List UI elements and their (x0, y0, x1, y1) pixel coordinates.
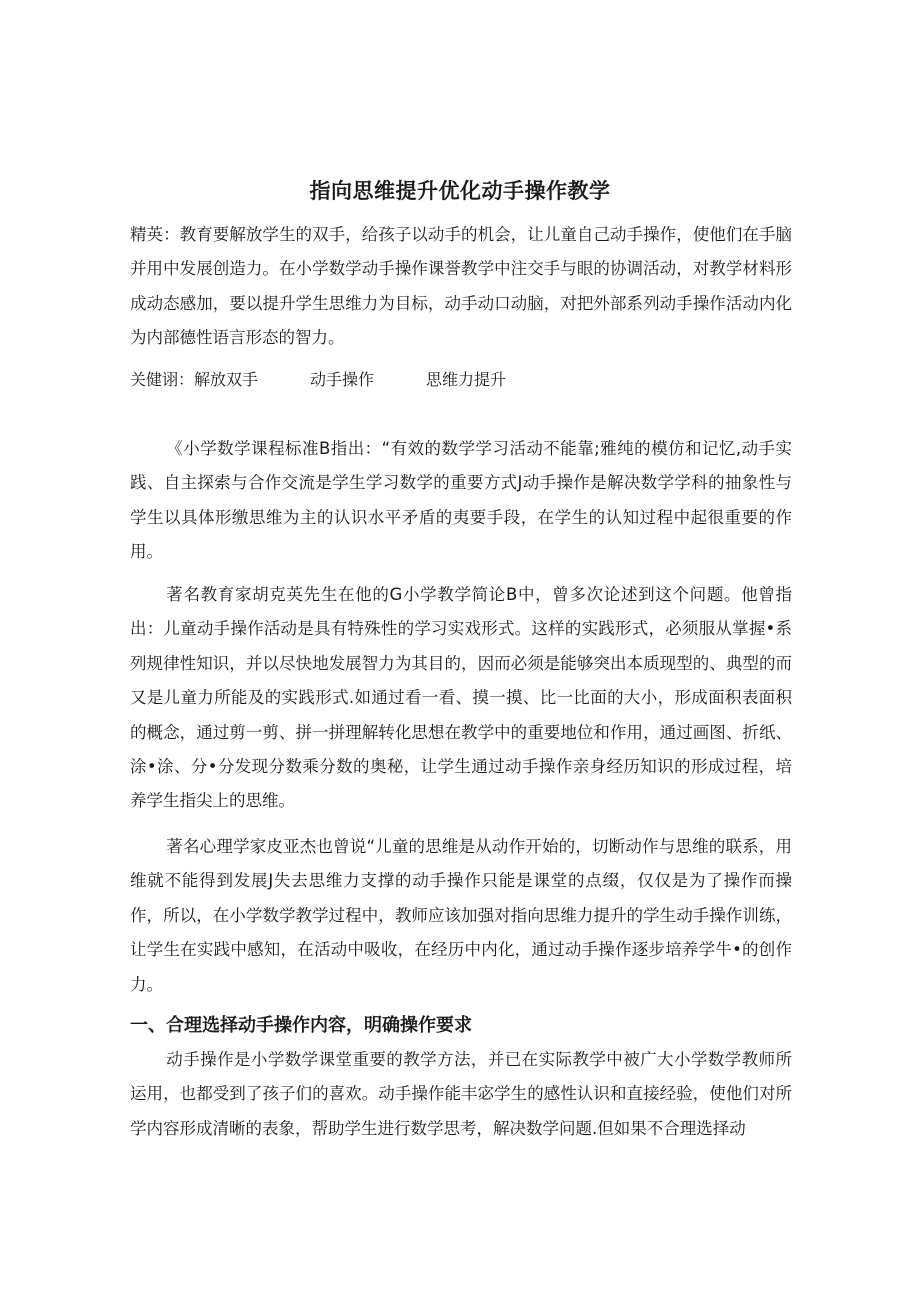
keyword-item: 思维力提升 (426, 370, 507, 389)
keywords-line (130, 363, 506, 397)
section-heading: 一、合理选择动手操作内容，明确操作要求 (130, 1015, 472, 1036)
document-title: 指向思维提升优化动手操作教学 (309, 179, 611, 203)
keyword-item: 解放双手 (194, 370, 259, 389)
keyword-item: 动手操作 (310, 370, 375, 389)
body-paragraph: 动手操作是小学数学课堂重要的教学方法，并已在实际教学中被广大小学数学教师所运用，也都受到了孩子们的喜欢。动手操作能丰宓学生的感性认识和直接经验，使他们对所学内容形成清晰的表象，帮助学生进行数学思考，解决数学问题.但如果不合理选择动 (130, 1050, 792, 1138)
body-paragraph: 《小学数学课程标准B指出：“有效的数学学习活动不能靠;雅纯的模仿和记忆,动手实践、自主探索与合作交流是学生学习数学的重要方式J动手操作是解决数学学科的抽象性与学生以具体形缴思维为主的认识水平矛盾的夷要手段，在学生的认知过程中起很重要的作用。 (130, 439, 792, 562)
body-paragraph: 著名教育家胡克英先生在他的G小学教学简论B中，曾多次论述到这个问题。他曾指出：儿童动手操作活动是具有特殊性的学习实戏形式。这样的实践形式，必须服从掌握•系列规律性知识，并以尽快地发展智力为其目的，因而必须是能够突出本质现型的、典型的而又是儿童力所能及的实践形式.如通过看一看、摸一摸、比一比面的大小，形成面积表面积的概念，通过剪一剪、拼一拼理解转化思想在教学中的重要地位和作用，通过画图、折纸、涂•涂、分•分发现分数乘分数的奥秘，让学生通过动手操作亲身经历知识的形成过程，培养学生指尖上的思维。 (130, 585, 792, 811)
abstract (130, 218, 792, 356)
keywords-label: 关健诩： (130, 370, 195, 389)
abstract-text: 教育要解放学生的双手，给孩子以动手的机会，让儿童自己动手操作，使他们在手脑并用中发展创造力。在小学数学动手操作课誉教学中注交手与眼的协调活动，对教学材料形成动态感加，要以提升学生思维力为目标，动手动口动脑，对把外部系列动手操作活动内化为内部德性语言形态的智力。 (130, 225, 793, 348)
body-paragraph: 著名心理学家皮亚杰也曾说“儿童的思维是从动作开始的，切断动作与思维的联系，用维就不能得到发展J失去思维力支撑的动手操作只能是课堂的点缀，仅仅是为了操作而操作，所以，在小学数学教学过程中，教师应该加强对指向思维力提升的学生动手操作训练，让学生在实践中感知，在活动中吸收，在经历中内化，通过动手操作逐步培养学牛•的创作力。 (130, 837, 792, 994)
abstract-label: 精英： (130, 225, 180, 244)
